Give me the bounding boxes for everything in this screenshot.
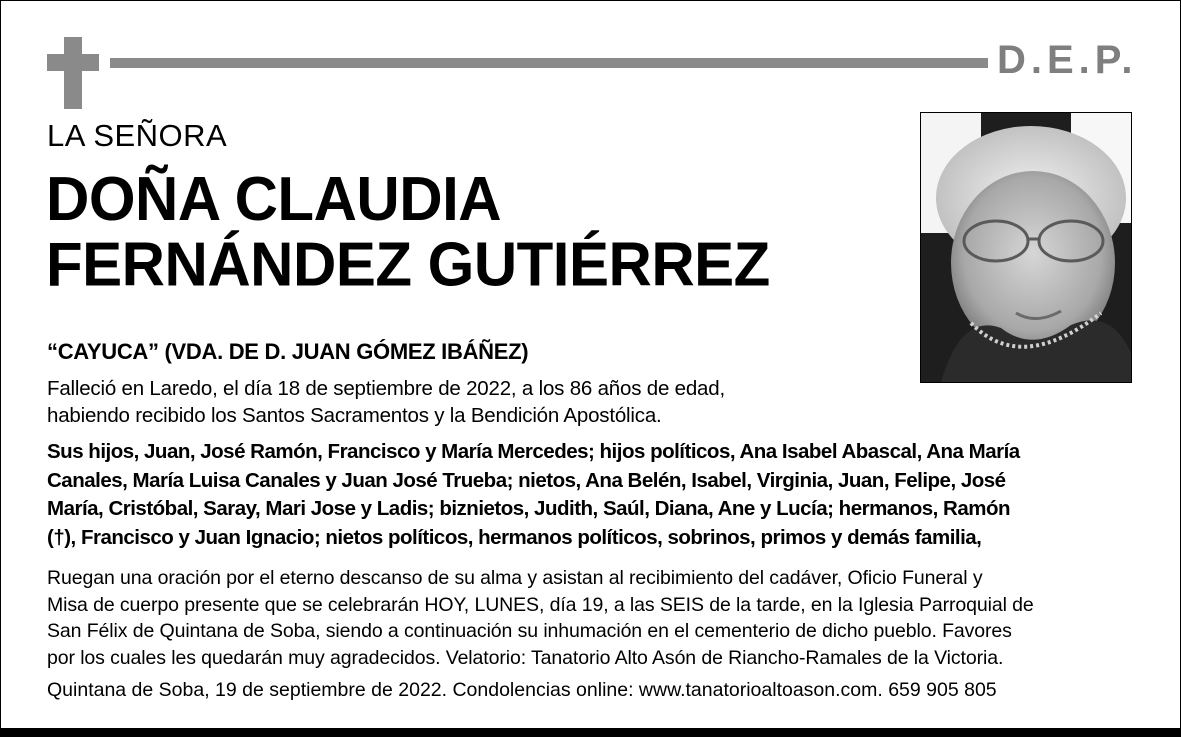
- family-line: Canales, María Luisa Canales y Juan José Trueba; nietos, Ana Belén, Isabel, Virginia, Juan, Felipe, José: [47, 468, 1006, 492]
- title-label: LA SEÑORA: [47, 118, 228, 153]
- bottom-bar: [0, 728, 1181, 737]
- request-line: San Félix de Quintana de Soba, siendo a continuación su inhumación en el cementerio de dicho pueblo. Favores: [47, 620, 1012, 642]
- death-notice-line: Falleció en Laredo, el día 18 de septiembre de 2022, a los 86 años de edad,: [47, 377, 725, 400]
- death-notice-line: habiendo recibido los Santos Sacramentos y la Bendición Apostólica.: [47, 404, 662, 427]
- nickname: “CAYUCA” (VDA. DE D. JUAN GÓMEZ IBÁÑEZ): [47, 339, 529, 364]
- request-line: Misa de cuerpo presente que se celebrarán HOY, LUNES, día 19, a las SEIS de la tarde, en la Iglesia Parroquial de: [47, 593, 1034, 616]
- family-list: [47, 438, 1147, 552]
- name-line-1: DOÑA CLAUDIA: [46, 163, 502, 234]
- death-notice: [47, 375, 807, 429]
- family-line: Sus hijos, Juan, José Ramón, Francisco y María Mercedes; hijos políticos, Ana Isabel Abascal, Ana María: [47, 440, 1020, 463]
- name-line-2: FERNÁNDEZ GUTIÉRREZ: [46, 229, 770, 300]
- request-line: por los cuales les quedarán muy agradecidos. Velatorio: Tanatorio Alto Asón de Riancho-Ramales de la Victoria.: [47, 646, 1004, 669]
- family-line: María, Cristóbal, Saray, Mari Jose y Ladis; biznietos, Judith, Saúl, Diana, Ane y Lucía; hermanos, Ramón: [47, 497, 1011, 520]
- funeral-request: [47, 565, 1147, 671]
- request-line: Ruegan una oración por el eterno descanso de su alma y asistan al recibimiento del cadáver, Oficio Funeral y: [47, 567, 983, 589]
- portrait-photo: [920, 112, 1132, 383]
- footer-line: Quintana de Soba, 19 de septiembre de 2022. Condolencias online: www.tanatorioaltoason.com. 659 905 805: [47, 679, 997, 701]
- deceased-name: [46, 163, 770, 300]
- family-line: (†), Francisco y Juan Ignacio; nietos políticos, hermanos políticos, sobrinos, primos y demás familia,: [47, 525, 982, 549]
- dep-label: D.E.P.: [997, 38, 1138, 82]
- header-rule: [110, 58, 988, 68]
- portrait-image: [921, 113, 1131, 382]
